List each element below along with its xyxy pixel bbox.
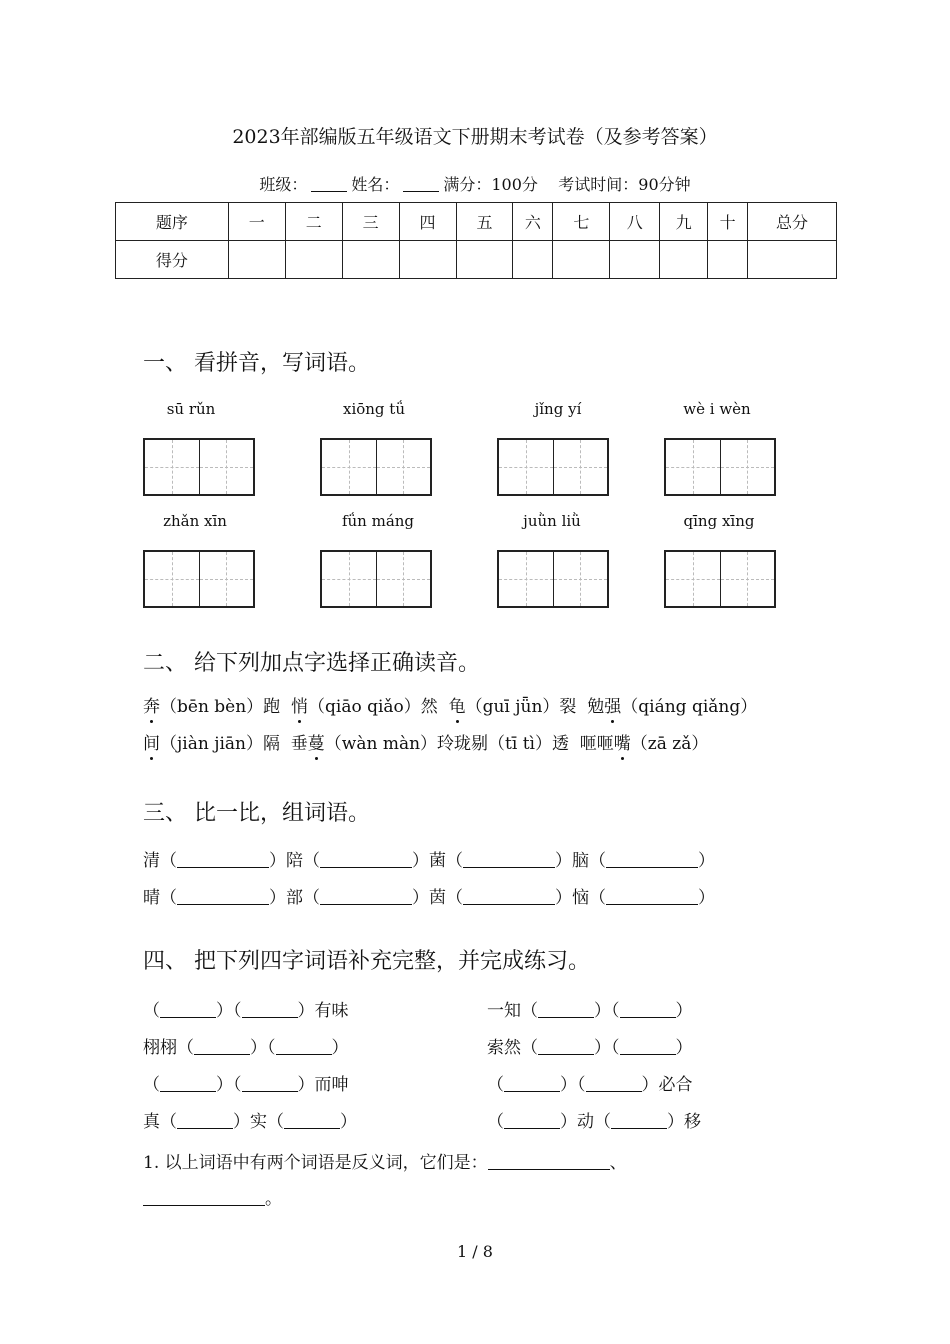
pinyin-5: zhǎn xīn [163, 512, 227, 530]
options-text: （qiáng qiǎng） [621, 697, 758, 717]
dotted-char: 悄 [291, 697, 308, 717]
writing-grid[interactable] [497, 550, 609, 608]
options-text: （guī jǖn）裂 [465, 697, 588, 717]
header-cell: 四 [399, 203, 456, 241]
plain-char: 勉 [587, 697, 605, 717]
idiom-text: 实 [250, 1112, 267, 1132]
answer-blank[interactable] [284, 1114, 340, 1129]
answer-blank[interactable] [606, 890, 698, 905]
answer-blank[interactable] [504, 1114, 560, 1129]
dotted-char: 蔓 [307, 734, 325, 754]
answer-blank[interactable] [463, 853, 555, 868]
reading-line-1 [143, 692, 757, 717]
answer-blank[interactable] [504, 1077, 560, 1092]
section-2-heading: 二、 给下列加点字选择正确读音。 [143, 651, 480, 676]
score-cell [342, 241, 399, 279]
name-label: 姓名： [351, 175, 400, 194]
name-blank [403, 177, 439, 192]
idiom-text: 真 [143, 1112, 160, 1132]
score-cell [748, 241, 837, 279]
answer-blank[interactable] [320, 853, 412, 868]
writing-grid[interactable] [143, 550, 255, 608]
idiom-left-1: （ ）（ ）有味 [143, 1001, 349, 1021]
writing-grid[interactable] [664, 550, 776, 608]
idiom-left-2: 栩栩（ ）（ ） [143, 1038, 349, 1058]
idiom-right-2: 索然（ ）（ ） [487, 1038, 693, 1058]
class-blank [311, 177, 347, 192]
section-1-heading: 一、 看拼音，写词语。 [143, 351, 370, 376]
header-cell: 二 [285, 203, 342, 241]
answer-blank[interactable] [242, 1003, 298, 1018]
header-cell: 一 [228, 203, 285, 241]
idiom-right-3: （ ）（ ）必合 [487, 1075, 693, 1095]
options-text: （jiàn jiān）隔 [160, 734, 291, 754]
idiom-text: 移 [684, 1112, 701, 1132]
compare-char: 茵 [429, 888, 446, 908]
section-4-heading: 四、 把下列四字词语补充完整，并完成练习。 [143, 949, 590, 974]
question-1 [143, 1148, 627, 1173]
answer-blank[interactable] [276, 1040, 332, 1055]
idiom-left-4: 真（ ）实（ ） [143, 1112, 357, 1132]
idiom-right-4: （ ）动（ ）移 [487, 1112, 701, 1132]
idiom-text: 一知 [487, 1001, 521, 1021]
class-label: 班级： [259, 175, 308, 194]
answer-blank[interactable] [538, 1040, 594, 1055]
section-3-heading: 三、 比一比，组词语。 [143, 801, 370, 826]
score-table-header-row [116, 203, 837, 241]
idiom-text: 动 [577, 1112, 594, 1132]
compare-char: 清 [143, 851, 160, 871]
score-cell [228, 241, 285, 279]
plain-char: 垂 [290, 734, 308, 754]
dotted-char: 间 [143, 734, 160, 754]
pinyin-4: wè i wèn [683, 400, 751, 418]
idiom-text: 栩栩 [143, 1038, 177, 1058]
score-cell [456, 241, 513, 279]
answer-blank[interactable] [620, 1040, 676, 1055]
score-cell [660, 241, 708, 279]
writing-grid[interactable] [320, 550, 432, 608]
reading-line-2 [143, 729, 708, 754]
score-cell [553, 241, 610, 279]
score-table-score-row [116, 241, 837, 279]
header-cell: 八 [610, 203, 660, 241]
score-table [115, 202, 837, 279]
idiom-text: 必合 [658, 1075, 693, 1095]
question-text: 1. 以上词语中有两个词语是反义词，它们是： [143, 1153, 488, 1173]
period: 。 [265, 1189, 282, 1209]
idiom-right-1: 一知（ ）（ ） [487, 1001, 693, 1021]
separator: 、 [609, 1153, 627, 1173]
dotted-char: 强 [604, 697, 622, 717]
dotted-char: 龟 [448, 697, 466, 717]
dotted-char: 嘴 [613, 734, 631, 754]
compare-char: 陪 [286, 851, 303, 871]
exam-meta [0, 172, 950, 195]
document-title: 2023年部编版五年级语文下册期末考试卷（及参考答案） [232, 126, 718, 148]
answer-blank[interactable] [538, 1003, 594, 1018]
writing-grid[interactable] [143, 438, 255, 496]
compare-char: 部 [286, 888, 303, 908]
answer-blank[interactable] [194, 1040, 250, 1055]
answer-blank[interactable] [620, 1003, 676, 1018]
pinyin-3: jǐng yí [534, 400, 582, 418]
answer-blank[interactable] [606, 853, 698, 868]
pinyin-7: juǜn liǜ [523, 512, 581, 530]
writing-grid[interactable] [664, 438, 776, 496]
answer-blank[interactable] [242, 1077, 298, 1092]
options-text: （zā zǎ） [630, 734, 709, 754]
answer-blank[interactable] [463, 890, 555, 905]
full-score: 满分：100分 [443, 175, 538, 194]
idiom-left-3: （ ）（ ）而呻 [143, 1075, 349, 1095]
pinyin-2: xiōng tǘ [342, 400, 405, 418]
answer-blank[interactable] [320, 890, 412, 905]
score-cell [708, 241, 748, 279]
compare-row-2: 晴（ ）部（ ）茵（ ）恼（ ） [143, 888, 715, 908]
answer-blank[interactable] [488, 1155, 610, 1170]
header-cell: 三 [342, 203, 399, 241]
row-label: 得分 [116, 241, 229, 279]
header-cell: 题序 [116, 203, 229, 241]
score-cell [610, 241, 660, 279]
compare-char: 恼 [572, 888, 589, 908]
header-cell: 七 [553, 203, 610, 241]
header-cell: 六 [513, 203, 553, 241]
compare-char: 菌 [429, 851, 446, 871]
pinyin-6: fǘn máng [341, 512, 415, 530]
answer-blank[interactable] [177, 853, 269, 868]
pinyin-1: sū rǔn [166, 400, 216, 418]
answer-blank[interactable] [160, 1003, 216, 1018]
writing-grid[interactable] [497, 438, 609, 496]
header-cell: 十 [708, 203, 748, 241]
answer-blank[interactable] [611, 1114, 667, 1129]
compare-char: 脑 [572, 851, 589, 871]
answer-blank[interactable] [177, 1114, 233, 1129]
options-text: （qiāo qiǎo）然 [308, 697, 449, 717]
answer-blank[interactable] [177, 890, 269, 905]
compare-row-1: 清（ ）陪（ ）菌（ ）脑（ ） [143, 851, 715, 871]
page-number: 1 / 8 [457, 1242, 493, 1261]
answer-blank[interactable] [586, 1077, 642, 1092]
header-cell: 总分 [748, 203, 837, 241]
question-1-continued [143, 1184, 282, 1209]
options-text: （wàn màn）玲珑剔（tī tì）透 [324, 734, 580, 754]
compare-char: 晴 [143, 888, 160, 908]
header-cell: 九 [660, 203, 708, 241]
options-text: （bēn bèn）跑 [160, 697, 291, 717]
dotted-char: 奔 [143, 697, 160, 717]
answer-blank[interactable] [143, 1191, 265, 1206]
writing-grid[interactable] [320, 438, 432, 496]
score-cell [399, 241, 456, 279]
answer-blank[interactable] [160, 1077, 216, 1092]
score-cell [513, 241, 553, 279]
exam-time: 考试时间：90分钟 [558, 175, 691, 194]
idiom-text: 索然 [487, 1038, 521, 1058]
header-cell: 五 [456, 203, 513, 241]
pinyin-8: qīng xīng [683, 512, 755, 530]
score-cell [285, 241, 342, 279]
idiom-text: 有味 [314, 1001, 349, 1021]
plain-char: 咂咂 [579, 734, 614, 754]
idiom-text: 而呻 [314, 1075, 349, 1095]
